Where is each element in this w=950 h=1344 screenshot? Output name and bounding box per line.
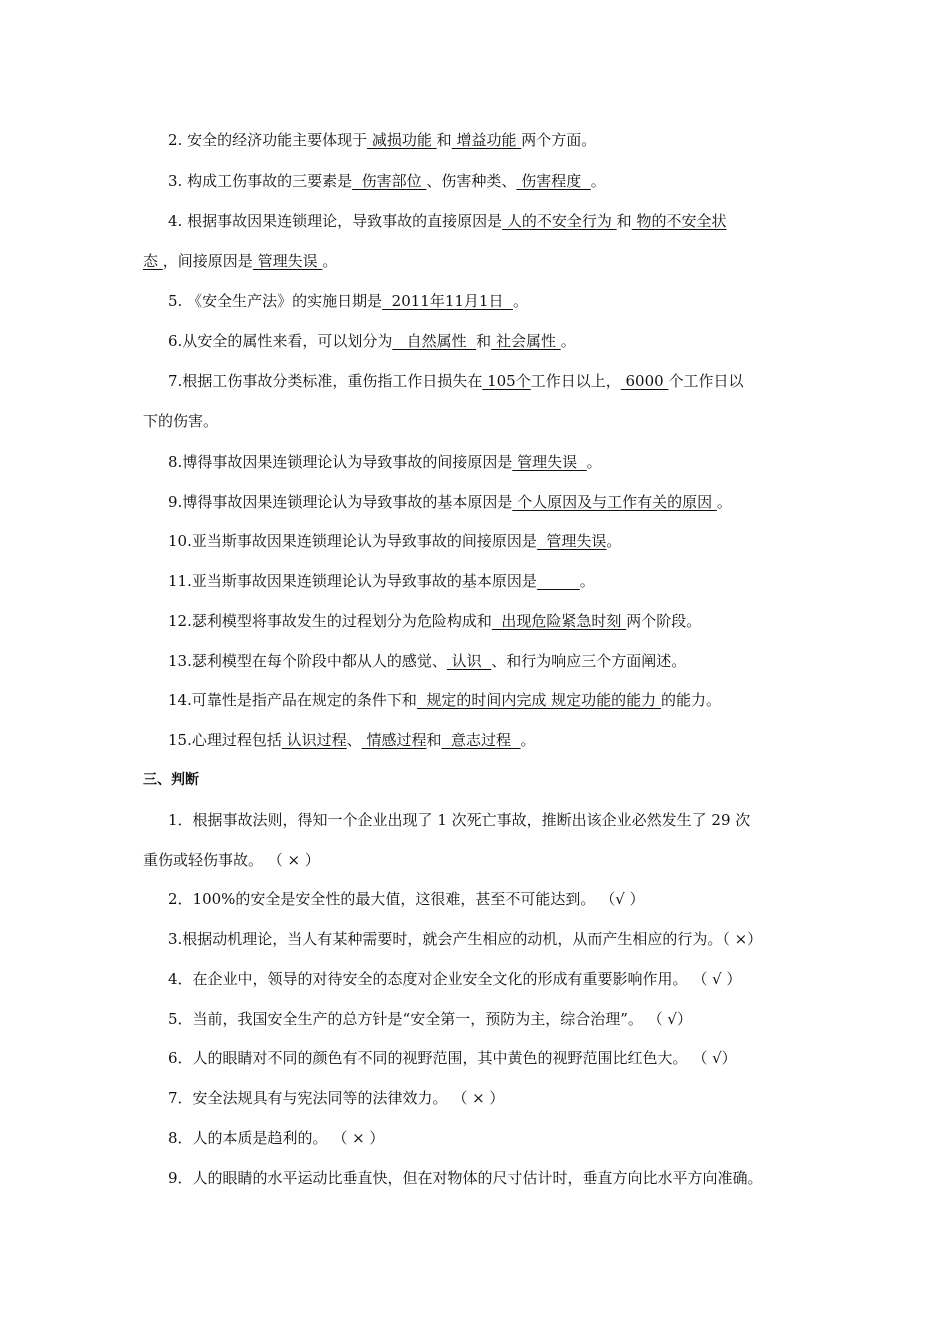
answer-blank: 伤害程度 [516,172,591,190]
question-text: 。 [322,252,338,270]
fill-item-7 [168,370,811,392]
question-text: 和 [426,731,442,749]
answer-blank: 自然属性 [392,332,477,350]
fill-item-7-continued [143,410,811,432]
answer-blank: 增益功能 [451,131,522,149]
answer-blank: 规定的时间内完成 规定功能的能力 [416,691,661,709]
question-text: 工作日以上， [530,372,621,390]
answer-blank: 态 [143,252,163,270]
question-text: 。 [606,532,622,550]
question-text: 亚当斯事故因果连锁理论认为导致事故的间接原因是 [191,532,537,550]
item-number: 5. [168,292,183,310]
question-text: 。 [586,453,602,471]
judge-item-1-continued: 重伤或轻伤事故。 （ × ） [143,851,320,869]
question-text: 。 [560,332,576,350]
answer-blank: 认识过程 [281,731,347,749]
judge-item-8: 8．人的本质是趋利的。 （ × ） [168,1129,385,1147]
item-number: 14. [168,691,192,709]
item-number: 8. [168,453,183,471]
question-text: 、 [346,731,362,749]
question-text: 博得事故因果连锁理论认为导致事故的间接原因是 [182,453,513,471]
answer-blank: 人的不安全行为 [502,212,617,230]
fill-item-15 [168,729,811,751]
answer-blank: 社会属性 [491,332,561,350]
section-heading: 三、判断 [143,772,199,788]
answer-blank: 伤害部位 [352,172,427,190]
question-text: 根据事故因果连锁理论，导致事故的直接原因是 [187,212,503,230]
item-number: 12. [168,612,192,630]
question-text: 。 [520,731,536,749]
item-number: 9. [168,493,183,511]
item-number: 11. [168,572,192,590]
answer-blank: 2011年11月1日 [382,292,513,310]
answer-blank [537,572,580,590]
fill-item-2 [168,129,811,151]
question-text: 可靠性是指产品在规定的条件下和 [191,691,417,709]
answer-blank: 管理失误 [536,532,607,550]
question-text: 《安全生产法》的实施日期是 [187,292,383,310]
question-text: 瑟利模型将事故发生的过程划分为危险构成和 [191,612,492,630]
fill-item-11 [168,570,811,592]
judge-item-7: 7．安全法规具有与宪法同等的法律效力。 （ × ） [168,1089,505,1107]
judge-item-5: 5．当前，我国安全生产的总方针是“安全第一，预防为主，综合治理”。 （ √） [168,1010,692,1028]
fill-item-12 [168,610,811,632]
fill-item-13 [168,650,811,672]
answer-blank: 减损功能 [367,131,437,149]
item-number: 4. [168,212,183,230]
judge-item-3: 3.根据动机理论，当人有某种需要时，就会产生相应的动机，从而产生相应的行为。（ ×） [168,930,763,948]
question-text: 。 [579,572,595,590]
question-text: 博得事故因果连锁理论认为导致事故的基本原因是 [182,493,513,511]
item-number: 15. [168,731,192,749]
judge-item-1: 1．根据事故法则，得知一个企业出现了 1 次死亡事故，推断出该企业必然发生了 29 次 [168,811,751,829]
item-number: 7. [168,372,183,390]
fill-item-4-continued [143,250,811,272]
question-text: 和 [436,131,452,149]
judge-item-9: 9．人的眼睛的水平运动比垂直快，但在对物体的尺寸估计时，垂直方向比水平方向准确。 [168,1169,763,1187]
question-text: 。 [590,172,606,190]
question-text: 心理过程包括 [191,731,282,749]
question-text: 两个方面。 [521,131,597,149]
answer-blank: 出现危险紧急时刻 [491,612,627,630]
question-text: 个工作日以 [668,372,744,390]
answer-blank: 6000 [620,372,669,390]
question-text: 、和行为响应三个方面阐述。 [491,652,687,670]
answer-blank: 105个 [482,372,531,390]
question-text: 根据工伤事故分类标准，重伤指工作日损失在 [182,372,483,390]
question-text: 的能力。 [660,691,721,709]
answer-blank: 意志过程 [441,731,521,749]
item-number: 13. [168,652,192,670]
question-text: 构成工伤事故的三要素是 [187,172,353,190]
question-text: 。 [513,292,529,310]
answer-blank: 个人原因及与工作有关的原因 [512,493,717,511]
fill-item-10 [168,530,811,552]
fill-item-8 [168,451,811,473]
question-text: 和 [616,212,632,230]
answer-blank: 管理失误 [252,252,323,270]
question-text: 亚当斯事故因果连锁理论认为导致事故的基本原因是 [191,572,537,590]
judge-item-2: 2．100%的安全是安全性的最大值，这很难，甚至不可能达到。 （√ ） [168,890,645,908]
question-text: 。 [716,493,732,511]
question-text: 瑟利模型在每个阶段中都从人的感觉、 [191,652,447,670]
question-text: 下的伤害。 [143,412,219,430]
answer-blank: 认识 [446,652,492,670]
fill-item-5 [168,290,811,312]
answer-blank: 管理失误 [512,453,587,471]
item-number: 10. [168,532,192,550]
fill-item-9 [168,491,811,513]
fill-item-6 [168,330,811,352]
question-text: 、伤害种类、 [426,172,517,190]
question-text: ，间接原因是 [162,252,253,270]
question-text: 从安全的属性来看，可以划分为 [182,332,393,350]
item-number: 2. [168,131,183,149]
question-text: 两个阶段。 [626,612,702,630]
question-text: 安全的经济功能主要体现于 [187,131,368,149]
item-number: 6. [168,332,183,350]
judge-item-6: 6．人的眼睛对不同的颜色有不同的视野范围，其中黄色的视野范围比红色大。 （ √） [168,1049,737,1067]
fill-item-14 [168,689,811,711]
fill-item-3 [168,170,811,192]
fill-item-4 [168,210,811,232]
answer-blank: 物的不安全状 [631,212,727,230]
answer-blank: 情感过程 [361,731,427,749]
question-text: 和 [476,332,492,350]
item-number: 3. [168,172,183,190]
judge-item-4: 4．在企业中，领导的对待安全的态度对企业安全文化的形成有重要影响作用。 （ √ ） [168,970,742,988]
